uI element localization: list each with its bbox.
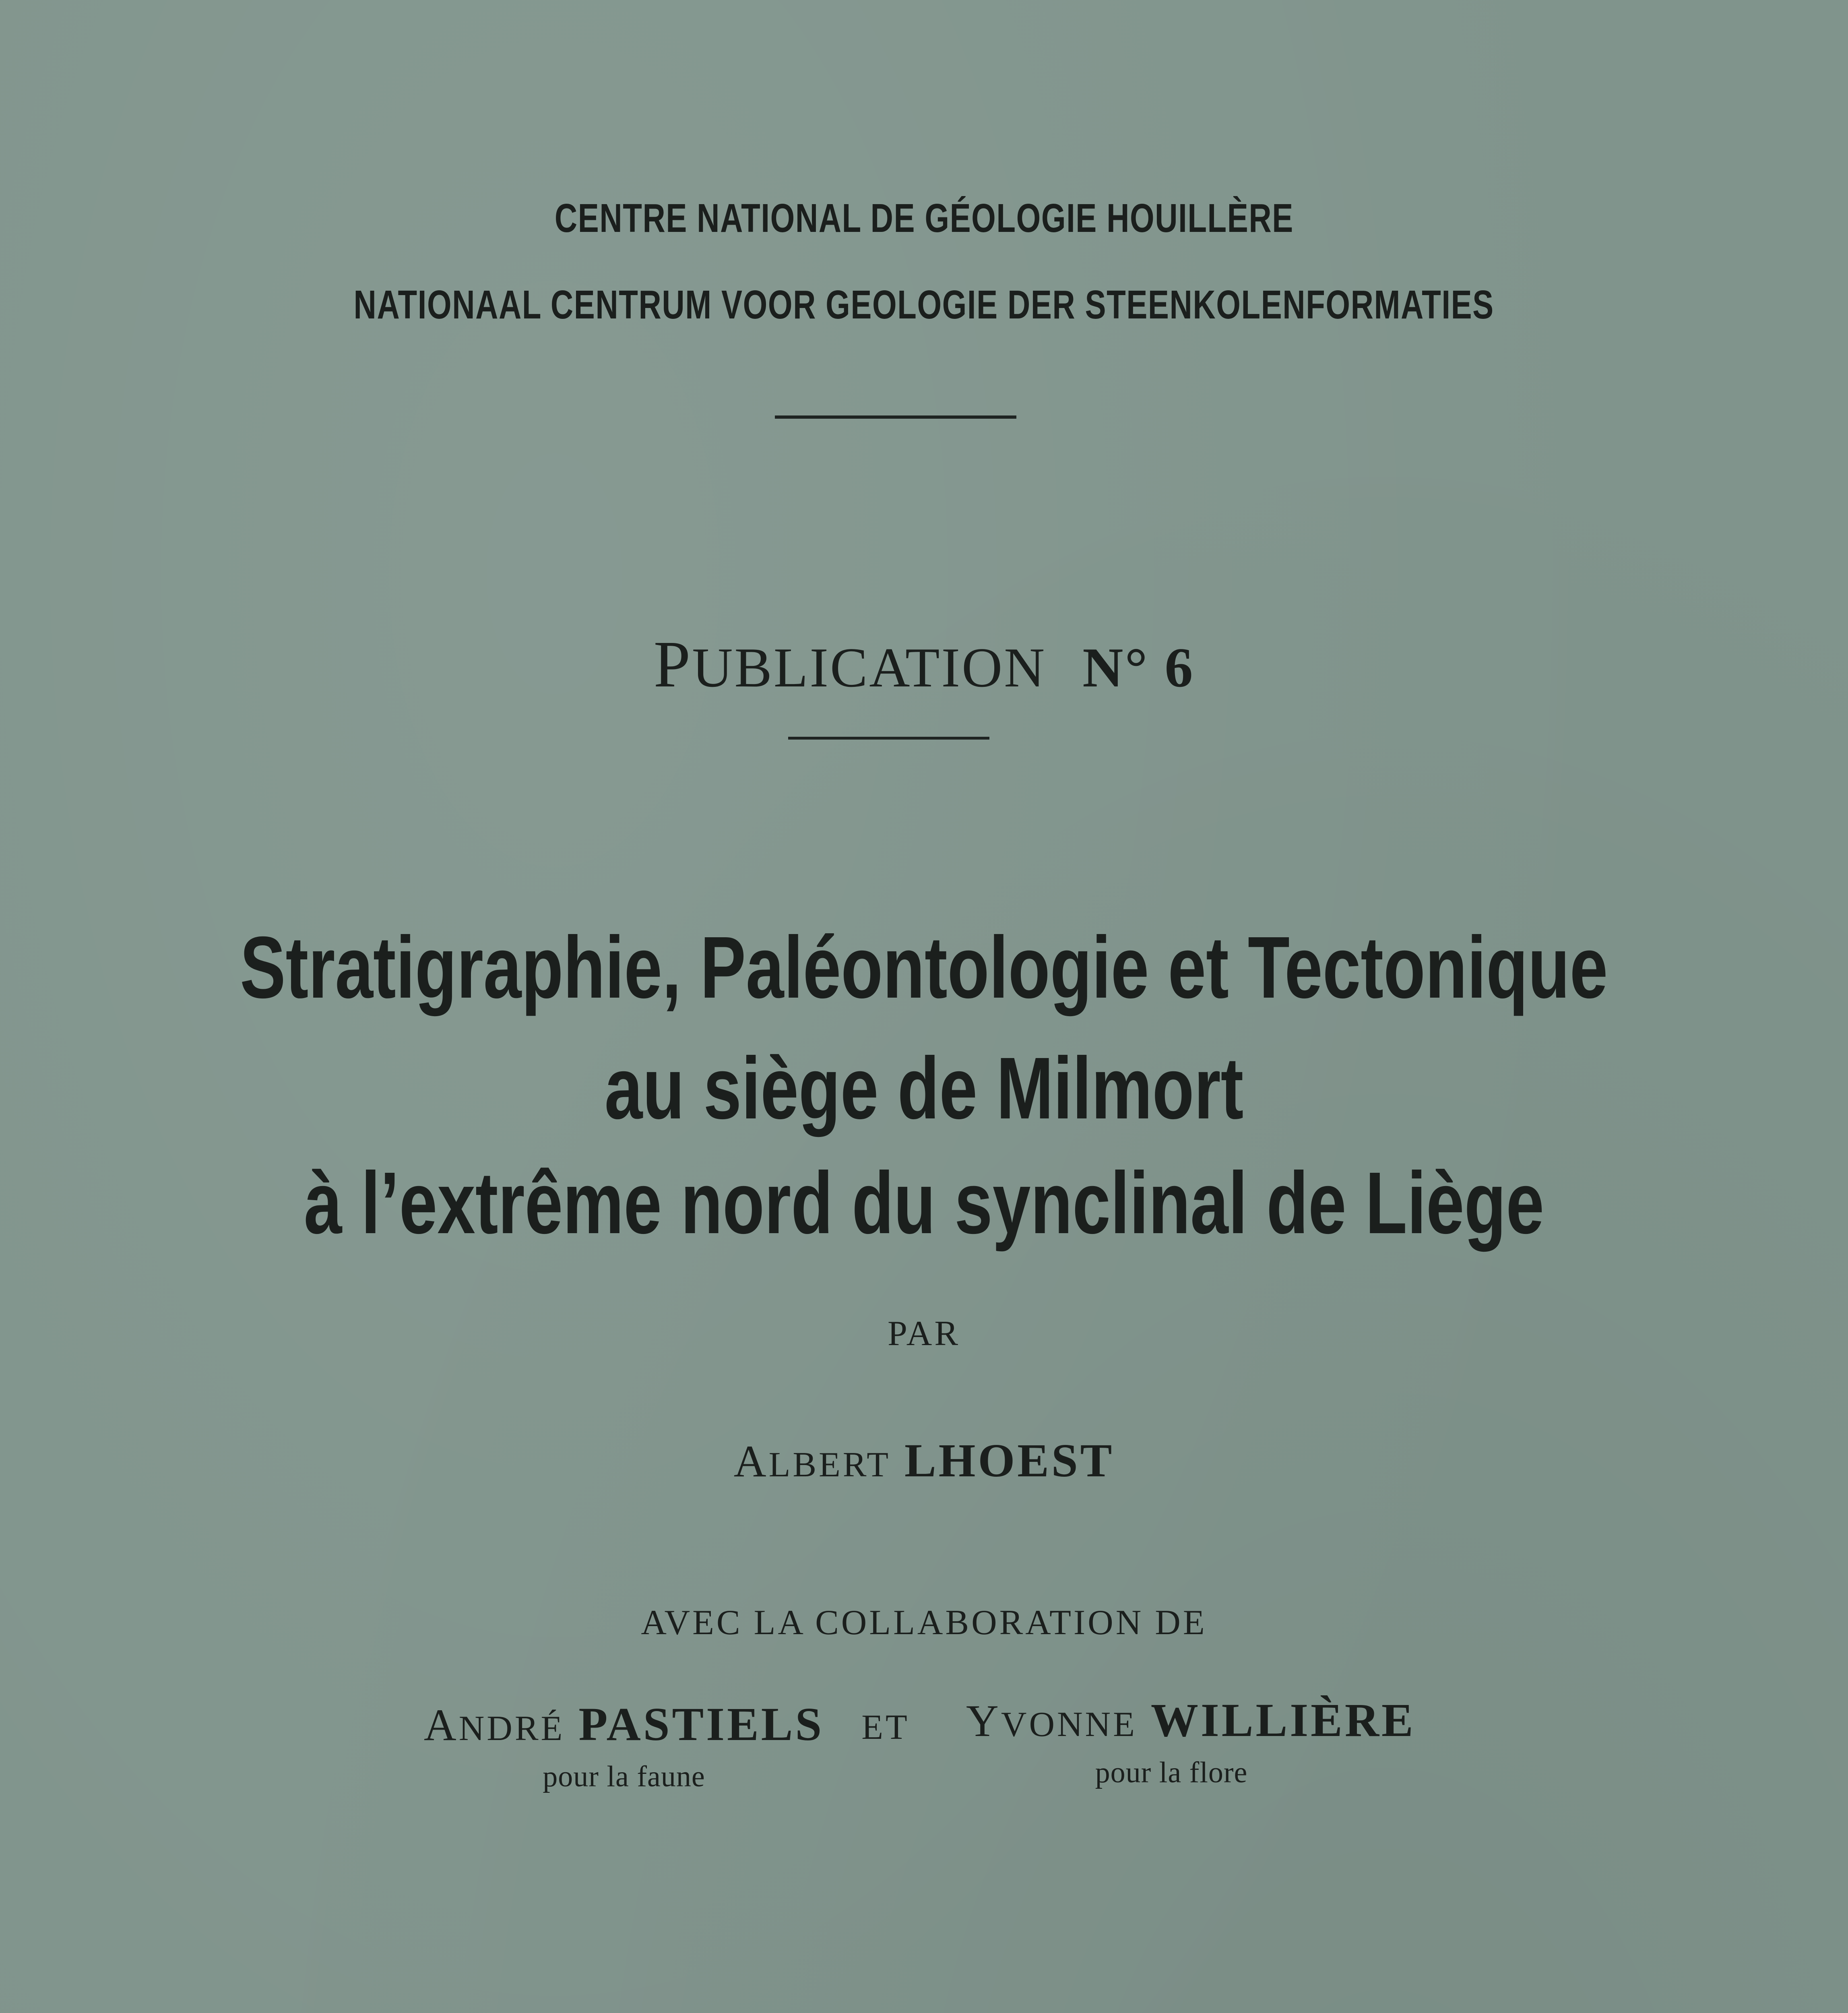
collaborator-role: pour la faune xyxy=(543,1760,705,1793)
collaborator-role: pour la flore xyxy=(1095,1756,1248,1789)
title-line-2: au siège de Milmort xyxy=(604,1040,1244,1137)
collaborator-pastiels xyxy=(423,1697,825,1794)
collaborator-name: ANDRÉ PASTIELS xyxy=(423,1698,824,1751)
collaborator-williere xyxy=(966,1693,1416,1790)
publication-divider xyxy=(788,737,989,740)
collaboration-label: AVEC LA COLLABORATION DE xyxy=(641,1603,1207,1642)
institution-dutch: NATIONAAL CENTRUM VOOR GEOLOGIE DER STEENKOLENFORMATIES xyxy=(353,282,1495,327)
header-divider xyxy=(775,415,1016,419)
institution-french: CENTRE NATIONAL DE GÉOLOGIE HOUILLÈRE xyxy=(554,196,1294,241)
by-label: PAR xyxy=(887,1314,961,1353)
author-name: ALBERT LHOEST xyxy=(733,1434,1115,1487)
conjunction: ET xyxy=(861,1708,910,1747)
title-line-1: Stratigraphie, Paléontologie et Tectonique xyxy=(240,919,1608,1017)
publication-number: PUBLICATION N° 6 xyxy=(653,627,1195,701)
collaborator-name: YVONNE WILLIÈRE xyxy=(966,1694,1416,1746)
title-line-3: à l’extrême nord du synclinal de Liège xyxy=(304,1154,1544,1252)
